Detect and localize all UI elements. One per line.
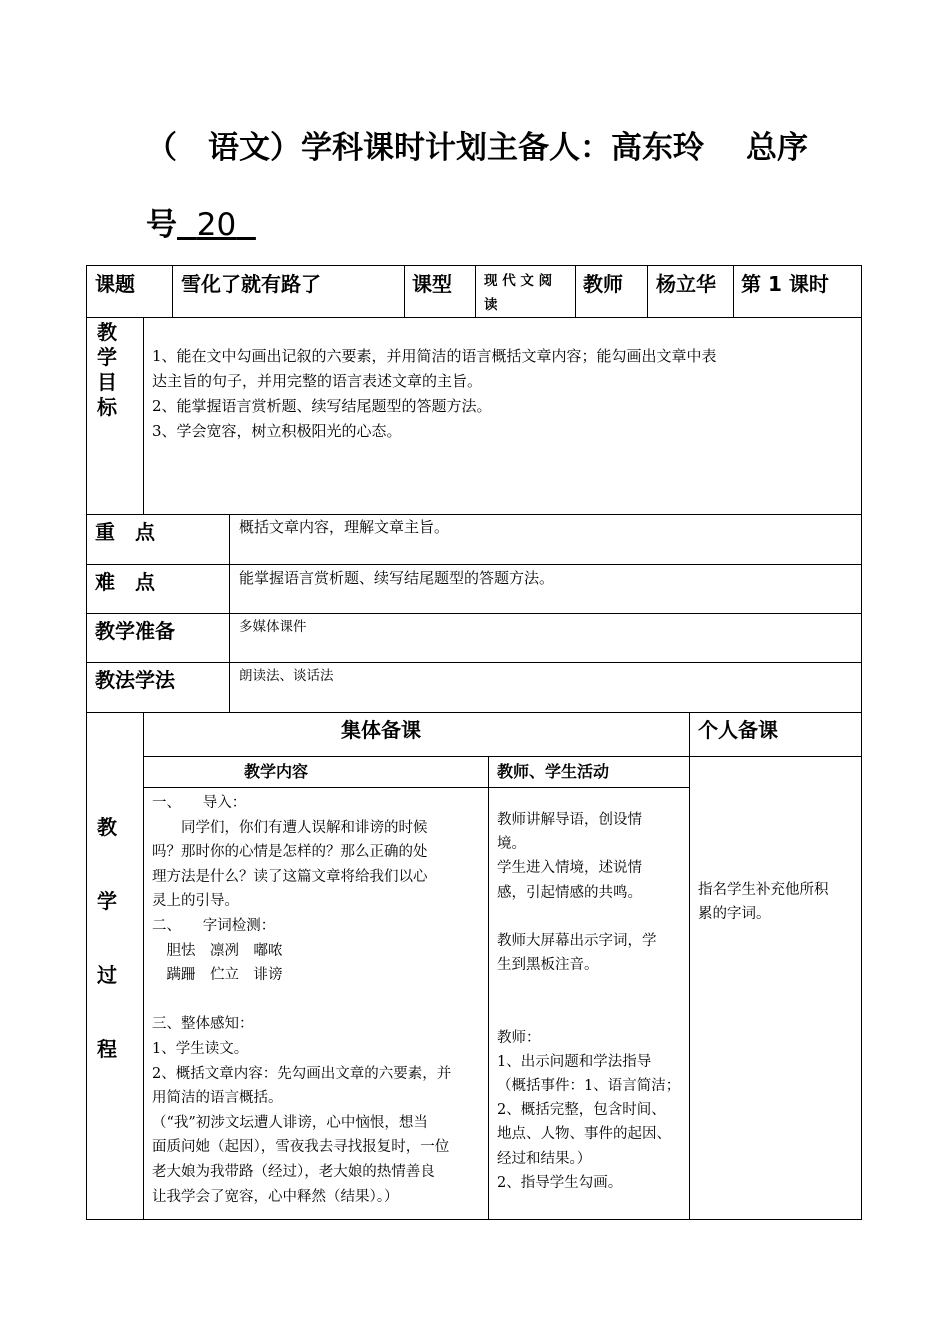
activity-line: 感，引起情感的共鸣。 — [497, 884, 642, 901]
objectives-label — [95, 320, 119, 420]
process-label — [95, 790, 119, 1086]
type-value-line1: 现 代 文 阅 — [484, 273, 553, 289]
title-line2-prefix: 号 — [146, 207, 177, 243]
preparation-label: 教学准备 — [95, 619, 175, 643]
personal-divider — [689, 712, 690, 1220]
process-label-divider — [143, 712, 144, 1220]
activity-header: 教师、学生活动 — [497, 762, 610, 781]
process-label-char: 学 — [97, 889, 117, 913]
content-line: 用简洁的语言概括。 — [152, 1090, 283, 1107]
activity-line: 教师： — [497, 1029, 541, 1046]
lesson-value: 雪化了就有路了 — [181, 272, 321, 296]
keypoints-label: 重 点 — [95, 520, 155, 544]
table-border-left — [86, 265, 87, 1220]
content-header: 教学内容 — [243, 762, 308, 781]
title-line1: （ 语文）学科课时计划主备人：高东玲 — [146, 130, 704, 166]
personal-notes — [698, 878, 829, 926]
activity-line: 生到黑板注音。 — [497, 957, 599, 974]
period-label: 第 1 课时 — [741, 272, 829, 296]
content-line: 老大娘为我带路（经过），老大娘的热情善良 — [152, 1163, 435, 1180]
objectives-label-char: 标 — [97, 395, 117, 419]
type-label: 课型 — [412, 272, 452, 296]
group-header: 集体备课 — [341, 718, 421, 742]
activity-line: 学生进入情境，述说情 — [497, 860, 642, 877]
table-border-right — [861, 265, 862, 1220]
table-border-top — [86, 265, 862, 266]
content-line: 理方法是什么？读了这篇文章将给我们以心 — [152, 868, 428, 885]
objectives-divider — [143, 317, 144, 514]
row1-divider-3 — [475, 265, 476, 317]
content-line: 吗？那时你的心情是怎样的？那么正确的处 — [152, 844, 428, 861]
preparation-value: 多媒体课件 — [239, 619, 307, 635]
objectives-label-char: 学 — [97, 345, 117, 369]
page-title-line2 — [146, 207, 341, 243]
content-line — [152, 988, 451, 1013]
activity-line: 教师讲解导语，创设情 — [497, 812, 642, 828]
row1-divider-1 — [172, 265, 173, 317]
personal-header: 个人备课 — [698, 718, 778, 742]
content-line: 让我学会了宽容，心中释然（结果）。） — [152, 1188, 399, 1205]
objective-line: 达主旨的句子，并用完整的语言表述文章的主旨。 — [152, 372, 483, 390]
page-title — [146, 130, 808, 166]
row1-divider-2 — [404, 265, 405, 317]
activity-line: 经过和结果。） — [497, 1150, 592, 1167]
title-line1-tail: 总序 — [746, 130, 808, 166]
content-line: 蹒跚 伫立 诽谤 — [152, 967, 283, 984]
content-line: 2、概括文章内容：先勾画出文章的六要素，并 — [152, 1065, 452, 1082]
process-label-char: 程 — [97, 1037, 117, 1061]
objectives-bottom — [86, 514, 862, 515]
activity-line: 境。 — [497, 836, 526, 853]
content-line: 三、整体感知： — [152, 1016, 254, 1033]
content-line: 二、 字词检测： — [152, 917, 276, 934]
preparation-bottom — [86, 662, 862, 663]
activity-line: 教师大屏幕出示字词，学 — [497, 932, 657, 949]
activity-line — [497, 1002, 680, 1026]
content-line: 胆怯 凛冽 嘟哝 — [152, 942, 283, 959]
activity-line: （概括事件：1、语言简洁； — [497, 1078, 681, 1095]
methods-bottom — [86, 712, 862, 713]
content-line: 1、学生读文。 — [152, 1040, 249, 1057]
content-activity-divider — [488, 756, 489, 1220]
serial-number — [177, 207, 256, 243]
content-line: 面质问她（起因），雪夜我去寻找报复时，一位 — [152, 1139, 450, 1156]
difficulties-bottom — [86, 613, 862, 614]
row1-bottom — [86, 317, 862, 318]
teaching-content — [152, 791, 451, 1209]
subheader-bottom — [143, 787, 690, 788]
teaching-activities — [497, 808, 680, 1195]
difficulties-label: 难 点 — [95, 570, 155, 594]
table-border-bottom — [86, 1219, 862, 1220]
process-label-char: 过 — [97, 963, 117, 987]
keypoints-value: 概括文章内容，理解文章主旨。 — [239, 518, 450, 536]
content-line: （“我”初涉文坛遭人诽谤，心中恼恨，想当 — [152, 1114, 428, 1131]
objectives-label-char: 目 — [97, 370, 117, 394]
activity-line — [497, 977, 680, 1001]
difficulties-value: 能掌握语言赏析题、续写结尾题型的答题方法。 — [239, 569, 555, 587]
personal-line: 指名学生补充他所积 — [698, 882, 829, 898]
process-label-char: 教 — [97, 815, 117, 839]
methods-label: 教法学法 — [95, 668, 175, 692]
group-header-bottom — [143, 756, 862, 757]
activity-line: 1、出示问题和学法指导 — [497, 1053, 652, 1070]
lesson-label: 课题 — [95, 272, 135, 296]
activity-line — [497, 905, 680, 929]
objective-line: 2、能掌握语言赏析题、续写结尾题型的答题方法。 — [152, 397, 492, 415]
activity-line: 2、指导学生勾画。 — [497, 1174, 623, 1191]
content-line: 一、 导入： — [152, 795, 247, 811]
serial-number-value: 20 — [196, 207, 237, 243]
activity-line: 地点、人物、事件的起因、 — [497, 1126, 671, 1143]
teacher-value: 杨立华 — [656, 272, 716, 296]
keypoints-bottom — [86, 564, 862, 565]
row1-divider-6 — [733, 265, 734, 317]
methods-value: 朗读法、谈话法 — [239, 668, 334, 684]
objective-line: 1、能在文中勾画出记叙的六要素，并用简洁的语言概括文章内容；能勾画出文章中表 — [152, 347, 717, 365]
row1-divider-5 — [647, 265, 648, 317]
activity-line: 2、概括完整，包含时间、 — [497, 1102, 666, 1119]
content-line: 同学们，你们有遭人误解和诽谤的时候 — [152, 819, 428, 836]
type-value-line2: 读 — [484, 297, 498, 313]
objective-line: 3、学会宽容，树立积极阳光的心态。 — [152, 422, 402, 440]
personal-line: 累的字词。 — [698, 906, 771, 922]
row1-divider-4 — [575, 265, 576, 317]
teacher-label: 教师 — [583, 272, 623, 296]
content-line: 灵上的引导。 — [152, 893, 239, 910]
objectives-label-char: 教 — [97, 320, 117, 344]
